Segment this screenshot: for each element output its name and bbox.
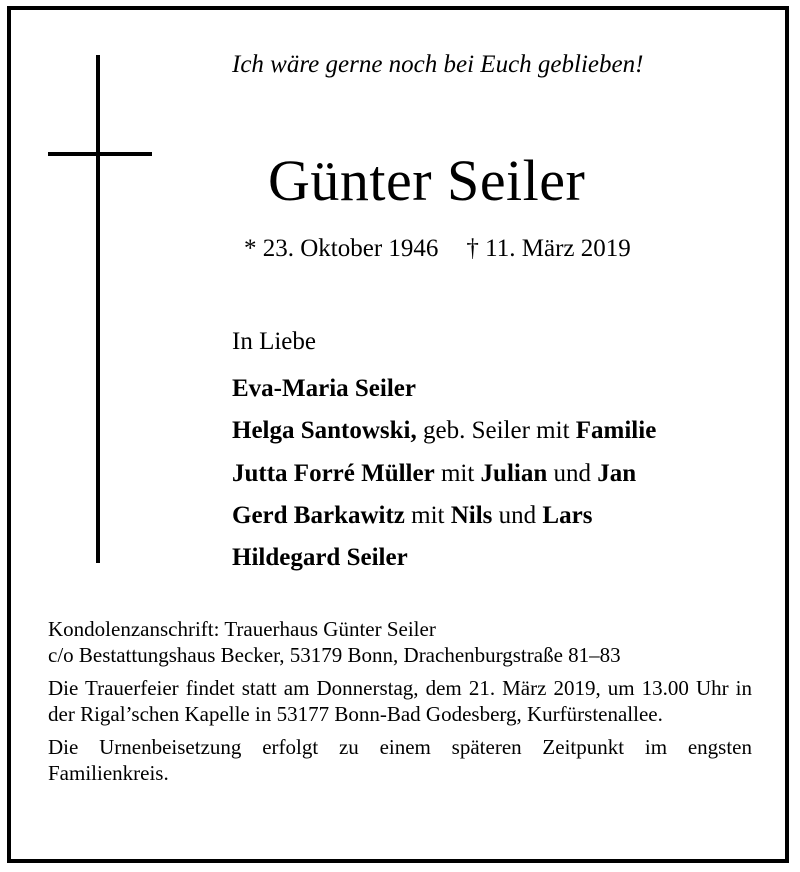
intro-text: In Liebe <box>232 328 316 355</box>
mourner-connector: mit <box>434 459 481 487</box>
mourner-child: Lars <box>542 501 593 529</box>
mourner-line <box>232 453 656 495</box>
birth-date: * 23. Oktober 1946 <box>244 235 439 262</box>
mourner-name: Jutta Forré Müller <box>232 459 435 487</box>
mourner-line <box>232 368 656 410</box>
mourner-connector: und <box>547 459 598 487</box>
mourners-list <box>232 368 656 579</box>
mourner-name: Gerd Barkawitz <box>232 501 405 529</box>
mourner-name: Eva-Maria Seiler <box>232 375 416 402</box>
mourner-family: Familie <box>575 417 657 445</box>
mourner-connector: mit <box>404 501 451 529</box>
mourner-child: Nils <box>450 501 493 529</box>
burial-info: Die Urnenbeisetzung erfolgt zu einem späteren Zeitpunkt im engsten Familienkreis. <box>48 735 752 785</box>
mourner-line <box>232 410 656 452</box>
condolence-address-line: Kondolenzanschrift: Trauerhaus Günter Seiler <box>48 617 436 641</box>
funeral-info: Die Trauerfeier findet statt am Donnerstag, dem 21. März 2019, um 13.00 Uhr in der Rigal’schen Kapelle in 53177 Bonn-Bad Godesberg, Kurfürstenallee. <box>48 676 752 726</box>
mourner-child: Jan <box>597 459 637 487</box>
mourner-connector: geb. Seiler mit <box>416 417 576 445</box>
cross-symbol <box>96 55 100 563</box>
death-date: † 11. März 2019 <box>466 235 631 262</box>
footer-info <box>48 616 752 786</box>
deceased-name: Günter Seiler <box>268 148 586 213</box>
cross-symbol-bar <box>48 152 152 156</box>
condolence-address-line: c/o Bestattungshaus Becker, 53179 Bonn, Drachenburgstraße 81–83 <box>48 643 621 667</box>
mourner-name: Hildegard Seiler <box>232 544 408 572</box>
mourner-connector: und <box>492 501 543 529</box>
mourner-line <box>232 495 656 537</box>
mourner-child: Julian <box>480 459 548 487</box>
mourner-name: Helga Santowski, <box>232 417 417 445</box>
life-dates <box>244 232 631 266</box>
mourner-line <box>232 537 656 579</box>
motto: Ich wäre gerne noch bei Euch geblieben! <box>232 51 644 78</box>
